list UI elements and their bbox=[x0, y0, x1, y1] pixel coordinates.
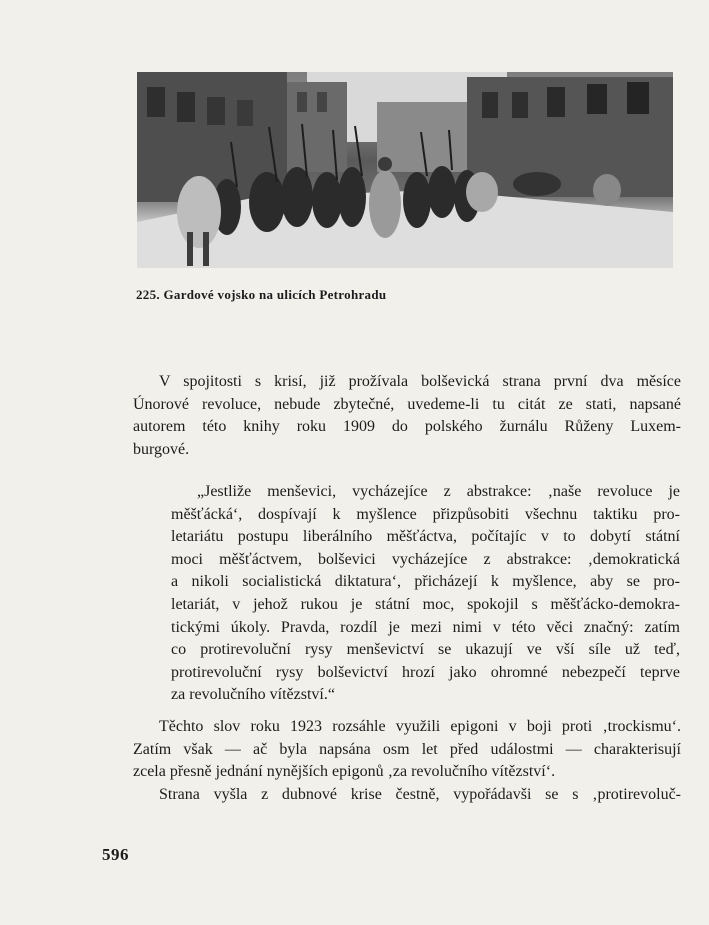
quote-line: a nikoli socialistická diktatura‘, přicházejí k myšlence, aby se pro- bbox=[171, 573, 680, 591]
quote-line: moci měšťáctvem, bolševici vycházejíce z abstrakce: ‚demokratická bbox=[171, 550, 680, 568]
photograph-illustration bbox=[137, 72, 673, 268]
quote-line: co protirevoluční rysy menševictví se ukazují ve vší síle už teď, bbox=[171, 641, 680, 659]
text-line: Únorové revoluce, nebude zbytečné, uvedeme-li tu citát ze stati, napsané bbox=[133, 395, 681, 413]
text-line: Zatím však — ač byla napsána osm let před událostmi — charakterisují bbox=[133, 740, 681, 758]
paragraph-2 bbox=[133, 716, 681, 806]
paragraph-1 bbox=[133, 371, 681, 461]
block-quote bbox=[171, 481, 680, 707]
quote-line: protirevoluční rysy bolševictví hrozí jako ohromné nebezpečí teprve bbox=[171, 663, 680, 681]
text-line: zcela přesně jednání nynějších epigonů ‚za revolučního vítězství‘. bbox=[133, 763, 556, 781]
quote-line: letariát, v jehož rukou je státní moc, spokojil s měšťácko-demokra- bbox=[171, 595, 680, 613]
text-line: autorem této knihy roku 1909 do polského žurnálu Růženy Luxem- bbox=[133, 418, 681, 436]
text-line: V spojitosti s krisí, již prožívala bolševická strana první dva měsíce bbox=[159, 373, 681, 390]
page-number: 596 bbox=[102, 845, 129, 864]
quote-line: letariátu postupu liberálního měšťáctva, počítajíc v to dobytí státní bbox=[171, 528, 680, 546]
quote-line: tickými úkoly. Pravda, rozdíl je mezi nimi v této věci značný: zatím bbox=[171, 618, 680, 636]
figure-caption: 225. Gardové vojsko na ulicích Petrohradu bbox=[136, 287, 387, 302]
text-line: Těchto slov roku 1923 rozsáhle využili epigoni v boji proti ‚trockismu‘. bbox=[159, 718, 681, 735]
photograph-soldiers-marching bbox=[137, 72, 673, 268]
quote-line: „Jestliže menševici, vycházejíce z abstrakce: ‚naše revoluce je bbox=[197, 483, 680, 500]
text-line: Strana vyšla z dubnové krise čestně, vypořádavši se s ‚protirevoluč- bbox=[159, 785, 681, 803]
quote-line: za revolučního vítězství.“ bbox=[171, 686, 335, 704]
text-line: burgové. bbox=[133, 440, 190, 458]
quote-line: měšťácká‘, dospívají k myšlence přizpůsobiti všechnu taktiku pro- bbox=[171, 505, 680, 523]
